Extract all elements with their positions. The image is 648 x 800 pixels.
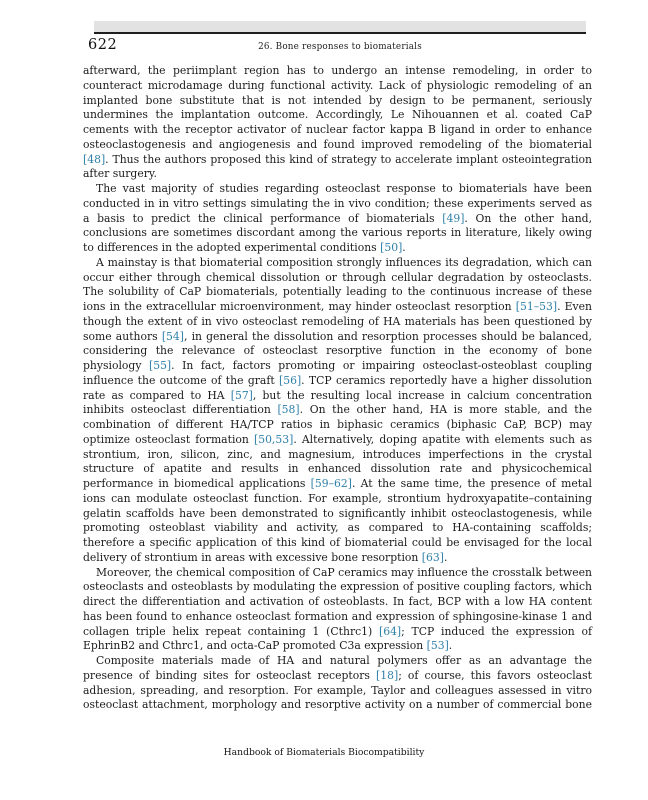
citation-link[interactable]: [54]: [161, 329, 184, 343]
citation-link[interactable]: [18]: [376, 668, 399, 682]
body-paragraph: Composite materials made of HA and natural polymers offer as an advantage the presence of binding sites for osteoclast receptors [18]; of course, this favors osteoclast adhesion, spreading, and resorption. For example, Taylor and colleagues assessed in vitro osteoclast attachment, morphology and resorptive activity on a number of commercial bone: [83, 654, 592, 712]
citation-link[interactable]: [59–62]: [310, 477, 352, 490]
page-number: 622: [88, 37, 118, 53]
chapter-header-band: [94, 21, 586, 34]
body-paragraph: The vast majority of studies regarding osteoclast response to biomaterials have been conducted in in vitro settings simulating the in vivo condition; these experiments served as a basis to predict the clinical performance of biomaterials [49]. On the other hand, conclusions are sometimes discordant among the various reports in literature, likely owing to differences in the adopted experimental conditions [50].: [83, 182, 592, 254]
citation-link[interactable]: [55]: [148, 359, 172, 372]
citation-link[interactable]: [64]: [378, 624, 402, 638]
citation-link[interactable]: [58]: [277, 403, 300, 417]
citation-link[interactable]: [51–53]: [515, 300, 558, 313]
citation-link[interactable]: [53]: [426, 639, 449, 653]
body-paragraph: afterward, the periimplant region has to undergo an intense remodeling, in order to counteract microdamage during functional activity. Lack of physiologic remodeling of an implanted bone substitute that is not intended by design to be permanent, seriously undermines the implantation outcome. Accordingly, Le Nihouannen et al. coated CaP cements with the receptor activator of nuclear factor kappa B ligand in order to enhance osteoclastogenesis and angiogenesis and found improved remodeling of the biomaterial [48]. Thus the authors proposed this kind of strategy to accelerate implant osteointegration after surgery.: [83, 64, 592, 181]
citation-link[interactable]: [50,53]: [253, 432, 294, 446]
citation-link[interactable]: [48]: [83, 152, 106, 166]
body-paragraph: A mainstay is that biomaterial composition strongly influences its degradation, which can occur either through chemical dissolution or through cellular degradation by osteoclasts. The solubility of CaP biomaterials, potentially leading to the continuous increase of these ions in the extracellular microenvironment, may hinder osteoclast resorption [51–53]. Even though the extent of in vivo osteoclast remodeling of HA materials has been questioned by some authors [54], in general the dissolution and resorption processes should be balanced, considering the relevance of osteoclast resorptive function in the economy of bone physiology [55]. In fact, factors promoting or impairing osteoclast-osteoblast coupling influence the outcome of the graft [56]. TCP ceramics reportedly have a higher dissolution rate as compared to HA [57], but the resulting local increase in calcium concentration inhibits osteoclast differentiation [58]. On the other hand, HA is more stable, and the combination of different HA/TCP ratios in biphasic ceramics (biphasic CaP, BCP) may optimize osteoclast formation [50,53]. Alternatively, doping apatite with elements such as strontium, iron, silicon, zinc, and magnesium, introduces imperfections in the crystal structure of apatite and results in enhanced dissolution rate and physicochemical performance in biomedical applications [59–62]. At the same time, the presence of metal ions can modulate osteoclast function. For example, strontium hydroxyapatite–containing gelatin scaffolds have been demonstrated to significantly inhibit osteoclastogenesis, while promoting osteoblast viability and activity, as compared to HA-containing scaffolds; therefore a specific application of this kind of biomaterial could be envisaged for the local delivery of strontium in areas with excessive bone resorption [63].: [83, 255, 593, 564]
citation-link[interactable]: [56]: [279, 373, 302, 387]
citation-link[interactable]: [49]: [442, 211, 465, 225]
citation-link[interactable]: [50]: [380, 241, 403, 254]
book-title-footer: Handbook of Biomaterials Biocompatibility: [223, 747, 425, 758]
citation-link[interactable]: [57]: [230, 388, 253, 402]
running-head-chapter-title: 26. Bone responses to biomaterials: [258, 42, 422, 52]
body-paragraph: Moreover, the chemical composition of CaP ceramics may influence the crosstalk between osteoclasts and osteoblasts by modulating the expression of positive coupling factors, which direct the differentiation and activation of osteoblasts. In fact, BCP with a low HA content has been found to enhance osteoclast formation and expression of sphingosine-kinase 1 and collagen triple helix repeat containing 1 (Cthrc1) [64]; TCP induced the expression of EphrinB2 and Cthrc1, and octa-CaP promoted C3a expression [53].: [83, 565, 592, 653]
citation-link[interactable]: [63]: [421, 550, 444, 564]
page-body-text: [83, 64, 592, 713]
